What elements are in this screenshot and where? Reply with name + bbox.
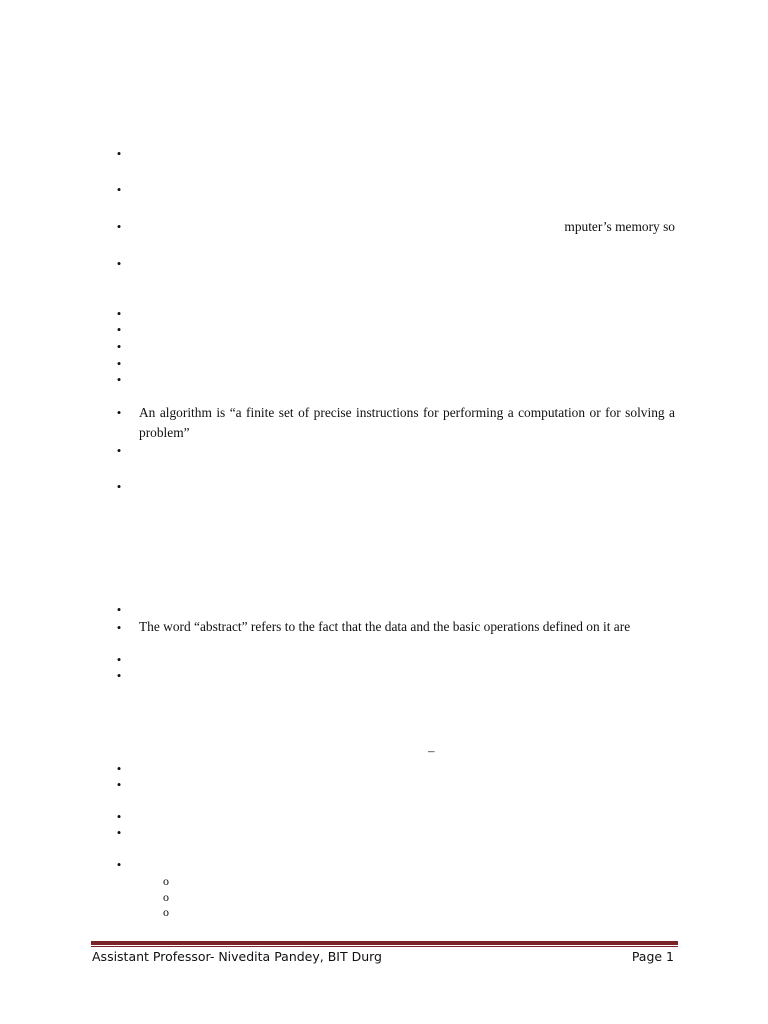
bullet-marker: • (116, 182, 122, 197)
algorithm-definition-text: An algorithm is “a finite set of precise instructions for performing a computation or for solving a problem” (139, 405, 675, 440)
sub-bullet-marker: o (163, 890, 169, 904)
bullet-marker: • (116, 479, 122, 494)
footer-author: Assistant Professor- Nivedita Pandey, BIT Durg (92, 949, 382, 964)
bullet-marker: • (116, 668, 122, 683)
bullet-marker: • (116, 620, 122, 635)
bullet-marker: • (116, 809, 122, 824)
bullet-marker: • (116, 256, 122, 271)
bullet-marker: • (116, 443, 122, 458)
bullet-marker: • (116, 372, 122, 387)
bullet-marker: • (116, 761, 122, 776)
bullet-marker: • (116, 777, 122, 792)
abstract-definition-text: The word “abstract” refers to the fact that the data and the basic operations defined on it are (139, 619, 631, 634)
sub-bullet-marker: o (163, 905, 169, 919)
bullet-marker: • (116, 322, 122, 337)
footer-divider-thick (91, 941, 678, 945)
bullet-marker: • (116, 219, 122, 234)
bullet-marker: • (116, 146, 122, 161)
bullet-marker: • (116, 339, 122, 354)
memory-text-fragment: mputer’s memory so (564, 219, 675, 234)
bullet-marker: • (116, 306, 122, 321)
footer-divider-thin (91, 946, 678, 947)
sub-bullet-marker: o (163, 874, 169, 888)
bullet-marker: • (116, 857, 122, 872)
footer-page-number: Page 1 (631, 949, 674, 964)
bullet-marker: • (116, 825, 122, 840)
bullet-marker: • (116, 356, 122, 371)
bullet-marker: • (116, 602, 122, 617)
dash-mark: – (428, 743, 435, 758)
bullet-marker: • (116, 652, 122, 667)
bullet-marker: • (116, 405, 122, 420)
